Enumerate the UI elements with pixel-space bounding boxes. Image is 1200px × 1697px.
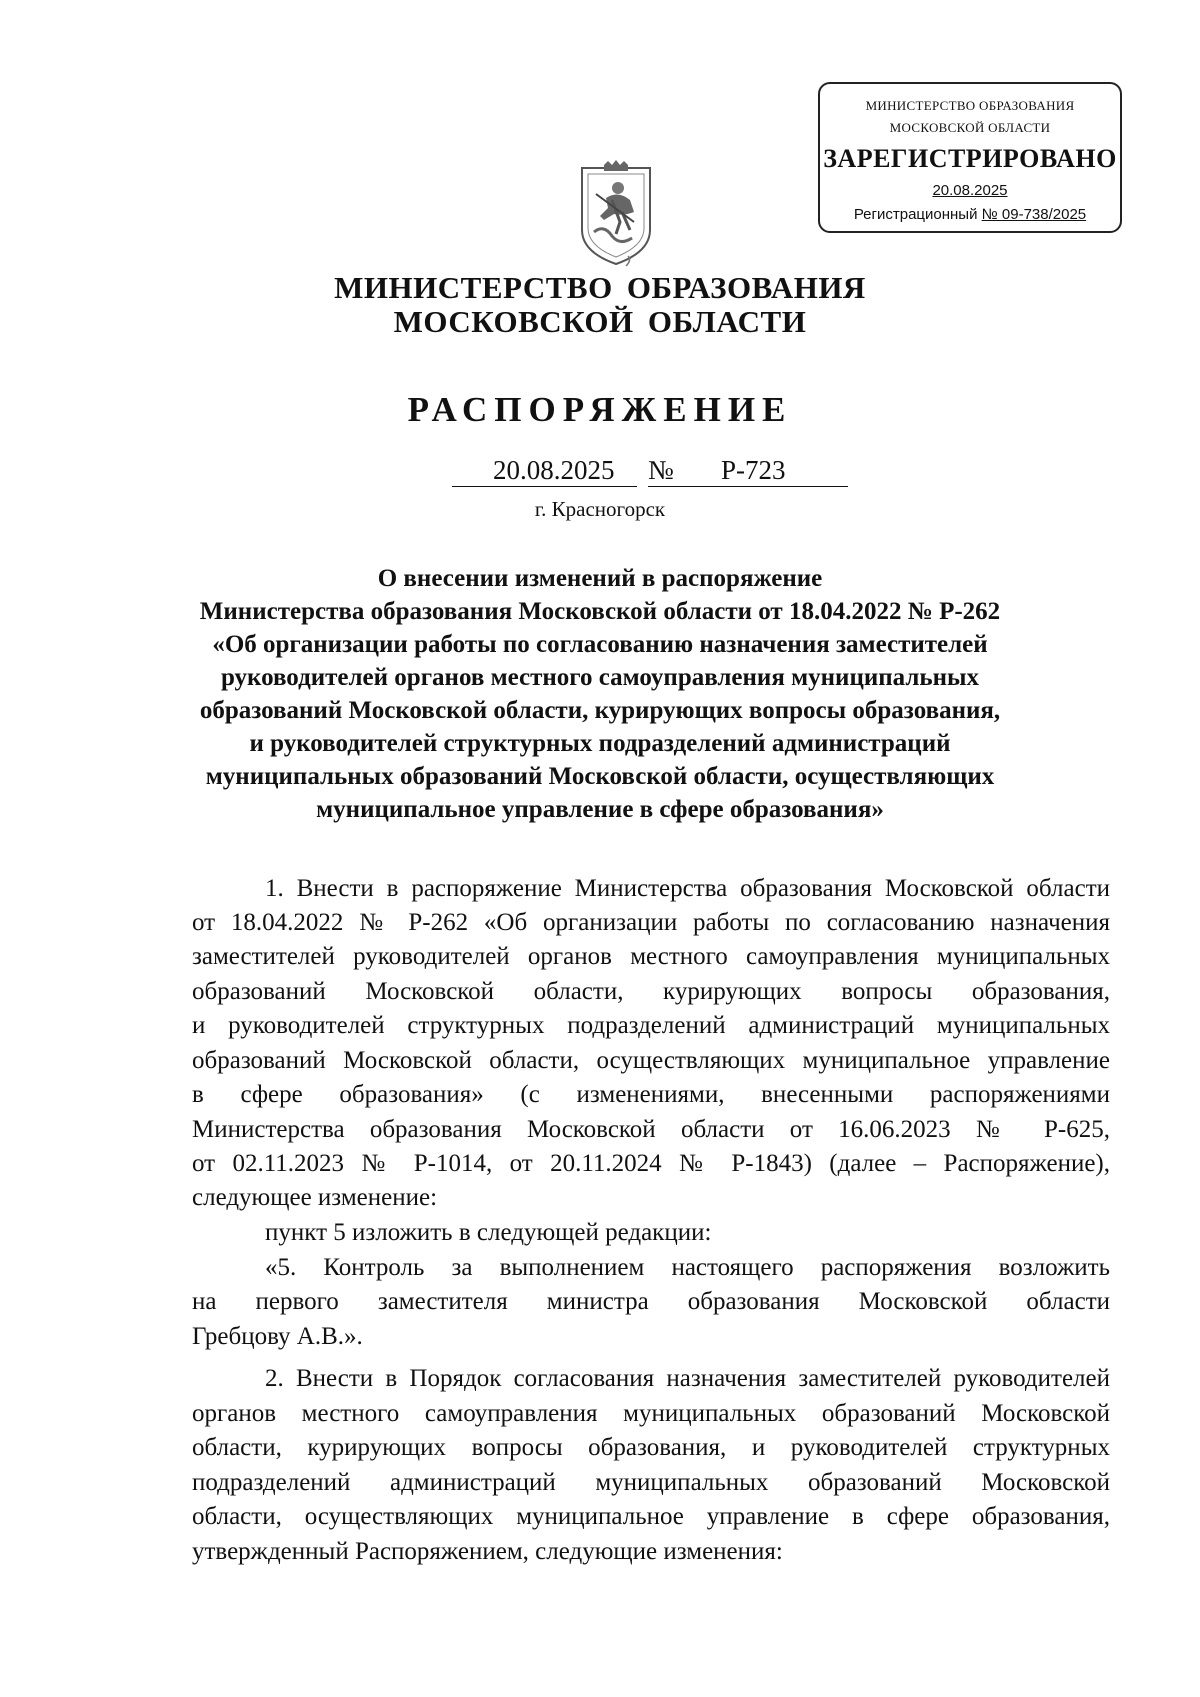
body-line: от 18.04.2022 № Р-262 «Об организации работы по согласованию назначения: [192, 909, 1110, 936]
body-line: в сфере образования» (с изменениями, внесенными распоряжениями: [192, 1081, 1110, 1108]
subject-line: муниципальное управление в сфере образования»: [316, 796, 884, 823]
ministry-title-line1: МИНИСТЕРСТВО ОБРАЗОВАНИЯ: [334, 270, 866, 305]
body-line: 1. Внести в распоряжение Министерства образования Московской области: [265, 875, 1110, 902]
order-number: Р-723: [721, 455, 786, 485]
stamp-org-line1: МИНИСТЕРСТВО ОБРАЗОВАНИЯ: [865, 98, 1075, 113]
registration-stamp: [818, 82, 1122, 233]
body-line: заместителей руководителей органов местного самоуправления муниципальных: [192, 943, 1110, 970]
subject-line: «Об организации работы по согласованию назначения заместителей: [212, 631, 988, 658]
body-line: следующее изменение:: [192, 1184, 438, 1211]
subject-line: руководителей органов местного самоуправления муниципальных: [220, 664, 980, 691]
subject-line: О внесении изменений в распоряжение: [377, 565, 823, 592]
subject-line: муниципальных образований Московской области, осуществляющих: [205, 763, 995, 790]
body-line: пункт 5 изложить в следующей редакции:: [265, 1219, 712, 1246]
subject-line: образований Московской области, курирующих вопросы образования,: [199, 697, 1001, 724]
body-line: области, курирующих вопросы образования, и руководителей структурных: [192, 1434, 1110, 1461]
body-line: «5. Контроль за выполнением настоящего распоряжения возложить: [265, 1254, 1110, 1281]
subject-line: Министерства образования Московской области от 18.04.2022 № Р-262: [199, 598, 1001, 625]
body-line: и руководителей структурных подразделений администраций муниципальных: [192, 1012, 1110, 1039]
body-line: утвержденный Распоряжением, следующие изменения:: [192, 1538, 783, 1565]
body-line: подразделений администраций муниципальных образований Московской: [192, 1469, 1110, 1496]
body-line: Гребцову А.В.».: [192, 1323, 363, 1350]
body-line: образований Московской области, осуществляющих муниципальное управление: [192, 1047, 1110, 1074]
body-line: области, осуществляющих муниципальное управление в сфере образования,: [192, 1503, 1110, 1530]
stamp-org-line2: МОСКОВСКОЙ ОБЛАСТИ: [889, 120, 1051, 135]
ministry-title-line2: МОСКОВСКОЙ ОБЛАСТИ: [393, 304, 807, 339]
body-line: от 02.11.2023 № Р-1014, от 20.11.2024 № Р-1843) (далее – Распоряжение),: [192, 1150, 1110, 1177]
city: г. Красногорск: [534, 497, 666, 521]
stamp-date: 20.08.2025: [932, 182, 1008, 199]
date-underline: [452, 486, 637, 487]
number-sign: №: [648, 455, 674, 485]
stamp-registered: ЗАРЕГИСТРИРОВАНО: [823, 144, 1117, 173]
body-line: 2. Внести в Порядок согласования назначения заместителей руководителей: [265, 1365, 1110, 1392]
body-line: образований Московской области, курирующих вопросы образования,: [192, 978, 1110, 1005]
subject-line: и руководителей структурных подразделений администраций: [249, 730, 951, 757]
document-type: РАСПОРЯЖЕНИЕ: [407, 390, 793, 429]
body-line: на первого заместителя министра образования Московской области: [192, 1288, 1110, 1315]
stamp-number: Регистрационный № 09-738/2025: [853, 206, 1087, 223]
body-line: Министерства образования Московской области от 16.06.2023 № Р-625,: [192, 1116, 1110, 1143]
order-date: 20.08.2025: [493, 455, 615, 485]
body-line: органов местного самоуправления муниципальных образований Московской: [192, 1400, 1110, 1427]
number-underline: [648, 486, 848, 487]
document-subject: [0, 562, 1200, 826]
coat-of-arms-icon: [576, 160, 656, 270]
